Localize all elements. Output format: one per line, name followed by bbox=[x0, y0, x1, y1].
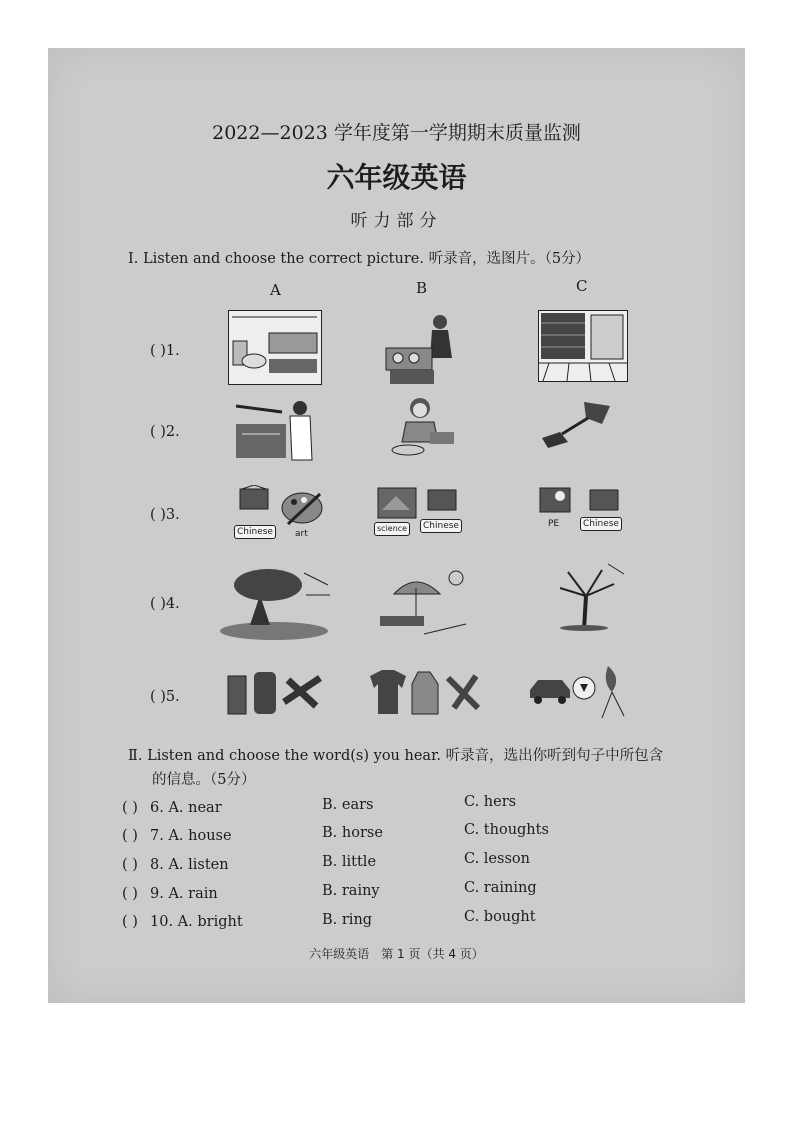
subject-title: 六年级英语 bbox=[326, 161, 467, 194]
question-4-number: ( )4. bbox=[150, 596, 180, 612]
item-10-paren: ( ) bbox=[122, 914, 138, 930]
item-8-option-a: 8. A. listen bbox=[150, 857, 229, 873]
windy-tree-image bbox=[220, 565, 332, 641]
science-book-icon bbox=[376, 486, 418, 520]
school-book-icon-b bbox=[422, 486, 464, 516]
column-a-label: A bbox=[270, 281, 281, 299]
school-bag-items-image bbox=[224, 666, 324, 720]
beach-umbrella-image bbox=[374, 568, 470, 638]
item-9-option-b: B. rainy bbox=[322, 883, 380, 899]
item-7-option-b: B. horse bbox=[322, 825, 383, 841]
bare-tree-image bbox=[548, 560, 628, 632]
item-10-option-c: C. bought bbox=[464, 909, 536, 925]
clothes-and-toys-image bbox=[368, 668, 484, 718]
item-6-option-a: 6. A. near bbox=[150, 800, 222, 816]
art-label: art bbox=[295, 529, 308, 539]
item-10-option-b: B. ring bbox=[322, 912, 373, 928]
toys-image bbox=[528, 662, 634, 722]
school-book-icon bbox=[232, 485, 278, 523]
section2-heading-line2: 的信息。（5分） bbox=[152, 772, 256, 788]
chinese-label-c: Chinese bbox=[580, 517, 622, 531]
chinese-label-b: Chinese bbox=[420, 519, 462, 533]
page-footer: 六年级英语 第 1 页（共 4 页） bbox=[309, 947, 484, 961]
bathroom-image bbox=[228, 310, 322, 385]
column-c-label: C bbox=[576, 277, 588, 295]
pe-label: PE bbox=[548, 519, 560, 529]
item-9-paren: ( ) bbox=[122, 886, 138, 902]
watering-can-image bbox=[538, 398, 618, 450]
science-label: science bbox=[374, 522, 410, 536]
item-8-option-c: C. lesson bbox=[464, 851, 530, 867]
cooking-man-image bbox=[382, 308, 458, 386]
item-7-paren: ( ) bbox=[122, 828, 138, 844]
exam-term-title: 2022—2023 学年度第一学期期末质量监测 bbox=[212, 122, 581, 144]
section1-heading: Ⅰ. Listen and choose the correct picture. 听录音，选图片。（5分） bbox=[128, 251, 591, 267]
item-7-option-c: C. thoughts bbox=[464, 822, 549, 838]
question-3-number: ( )3. bbox=[150, 507, 180, 523]
part-title: 听力部分 bbox=[350, 211, 443, 231]
item-10-option-a: 10. A. bright bbox=[150, 914, 243, 930]
item-7-option-a: 7. A. house bbox=[150, 828, 232, 844]
question-5-number: ( )5. bbox=[150, 689, 180, 705]
man-at-sink-image bbox=[228, 398, 320, 462]
palette-icon bbox=[280, 488, 326, 528]
item-8-option-b: B. little bbox=[322, 854, 377, 870]
item-9-option-c: C. raining bbox=[464, 880, 537, 896]
chinese-label-a: Chinese bbox=[234, 525, 276, 539]
item-6-paren: ( ) bbox=[122, 800, 138, 816]
girl-washing-dishes-image bbox=[386, 396, 458, 460]
question-1-number: ( )1. bbox=[150, 343, 180, 359]
bookshelf-room-image bbox=[538, 310, 628, 382]
school-book-icon-c bbox=[582, 486, 626, 514]
item-8-paren: ( ) bbox=[122, 857, 138, 873]
item-6-option-b: B. ears bbox=[322, 797, 374, 813]
column-b-label: B bbox=[416, 279, 428, 297]
pe-ball-icon bbox=[536, 486, 578, 516]
exam-paper bbox=[48, 48, 745, 1003]
item-6-option-c: C. hers bbox=[464, 794, 517, 810]
item-9-option-a: 9. A. rain bbox=[150, 886, 218, 902]
question-2-number: ( )2. bbox=[150, 424, 180, 440]
section2-heading-line1: Ⅱ. Listen and choose the word(s) you hear. 听录音，选出你听到句子中所包含 bbox=[128, 748, 664, 764]
